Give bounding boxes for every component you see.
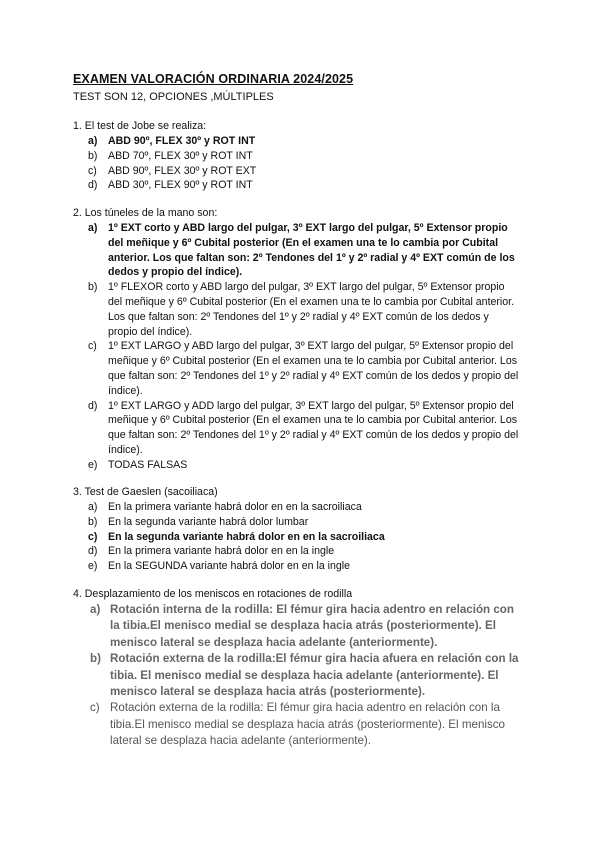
option-text: En la segunda variante habrá dolor lumbar: [108, 515, 309, 528]
option-3b: [0, 515, 600, 530]
option-4b: [0, 651, 600, 700]
option-letter: a): [88, 222, 98, 234]
option-text: ABD 30º, FLEX 90º y ROT INT: [108, 179, 253, 192]
option-text: En la SEGUNDA variante habrá dolor en en la ingle: [108, 560, 351, 573]
question-3-options: [0, 500, 600, 574]
option-text: ABD 70º, FLEX 30º y ROT INT: [108, 149, 253, 162]
option-text: En la segunda variante habrá dolor en en la sacroiliaca: [108, 530, 385, 543]
option-text: TODAS FALSAS: [108, 458, 188, 471]
option-letter: a): [88, 501, 98, 513]
option-4c: [0, 700, 600, 749]
option-1a: [0, 134, 600, 149]
option-text: 1º FLEXOR corto y ABD largo del pulgar, 3º EXT largo del pulgar, 5º Extensor propio del meñique y 6º Cubital posterior (En el examen una te lo cambia por Cubital anterior. Los que faltan son: 2º Tendones del 1º y 2º radial y 4º EXT común de los dedos y propio del índice).: [108, 281, 515, 338]
option-letter: d): [88, 545, 98, 558]
option-letter: b): [88, 281, 98, 294]
question-2-options: [0, 221, 600, 473]
option-2c: [0, 339, 600, 398]
option-letter: a): [90, 603, 101, 616]
option-text: ABD 90º, FLEX 30º y ROT EXT: [108, 164, 257, 177]
option-text: 1º EXT corto y ABD largo del pulgar, 3º EXT largo del pulgar, 5º Extensor propio del meñique y 6º Cubital posterior (En el examen una te lo cambia por Cubital anterior. Los que faltan son: 2º Tendones del 1º y 2º radial y 4º EXT común de los dedos y propio del índice).: [108, 222, 515, 279]
question-2: 2. Los túneles de la mano son:: [73, 207, 218, 219]
option-letter: c): [88, 164, 97, 177]
option-2d: [0, 399, 600, 458]
question-4-options: [0, 602, 600, 750]
option-1c: [0, 164, 600, 179]
option-letter: d): [88, 399, 98, 412]
option-3e: [0, 559, 600, 574]
question-1: 1. El test de Jobe se realiza:: [73, 120, 207, 132]
option-2b: [0, 280, 600, 339]
option-3a: [0, 500, 600, 515]
question-3: 3. Test de Gaeslen (sacoiliaca): [73, 486, 218, 498]
option-text: Rotación interna de la rodilla: El fémur gira hacia adentro en relación con la tibia.El menisco medial se desplaza hacia atrás (posteriormente). El menisco lateral se desplaza hacia adelante (anteriormente).: [110, 603, 514, 649]
option-text: Rotación externa de la rodilla: El fémur gira hacia adentro en relación con la tibia.El menisco medial se desplaza hacia atrás (posteriormente). El menisco lateral se desplaza hacia adelante (anteriormente).: [110, 701, 506, 748]
option-letter: c): [88, 340, 97, 353]
option-text: En la primera variante habrá dolor en en la ingle: [108, 545, 335, 558]
question-1-options: [0, 134, 600, 193]
option-4a: [0, 602, 600, 651]
option-letter: e): [88, 560, 98, 573]
option-letter: c): [88, 530, 98, 543]
option-text: 1º EXT LARGO y ADD largo del pulgar, 3º EXT largo del pulgar, 5º Extensor propio del meñique y 6º Cubital posterior (En el examen una te lo cambia por Cubital anterior. Los que faltan son: 2º Tendones del 1º y 2º radial y 4º EXT común de los dedos y propio del índice).: [108, 399, 519, 456]
option-letter: d): [88, 179, 98, 192]
option-1d: [0, 178, 600, 193]
exam-title: EXAMEN VALORACIÓN ORDINARIA 2024/2025: [73, 72, 354, 86]
option-2e: [0, 458, 600, 473]
option-text: ABD 90º, FLEX 30º y ROT INT: [108, 135, 256, 147]
exam-subtitle: TEST SON 12, OPCIONES ,MÚLTIPLES: [73, 91, 274, 103]
option-letter: b): [88, 515, 98, 528]
option-2a: [0, 221, 600, 280]
option-text: 1º EXT LARGO y ABD largo del pulgar, 3º EXT largo del pulgar, 5º Extensor propio del meñique y 6º Cubital posterior (En el examen una te lo cambia por Cubital anterior. Los que faltan son: 2º Tendones del 1º y 2º radial y 4º EXT común de los dedos y propio del índice).: [108, 340, 519, 397]
option-3c: [0, 530, 600, 545]
question-4: 4. Desplazamiento de los meniscos en rotaciones de rodilla: [73, 588, 353, 600]
option-1b: [0, 149, 600, 164]
option-letter: a): [88, 135, 98, 147]
option-3d: [0, 544, 600, 559]
option-letter: e): [88, 458, 98, 471]
option-letter: c): [90, 701, 100, 715]
option-letter: b): [90, 652, 101, 666]
option-letter: b): [88, 149, 98, 162]
option-text: Rotación externa de la rodilla:El fémur gira hacia afuera en relación con la tibia. El menisco medial se desplaza hacia adelante (anteriormente). El menisco lateral se desplaza hacia atrás (posteriormente).: [110, 652, 519, 699]
option-text: En la primera variante habrá dolor en en la sacroiliaca: [108, 501, 362, 513]
